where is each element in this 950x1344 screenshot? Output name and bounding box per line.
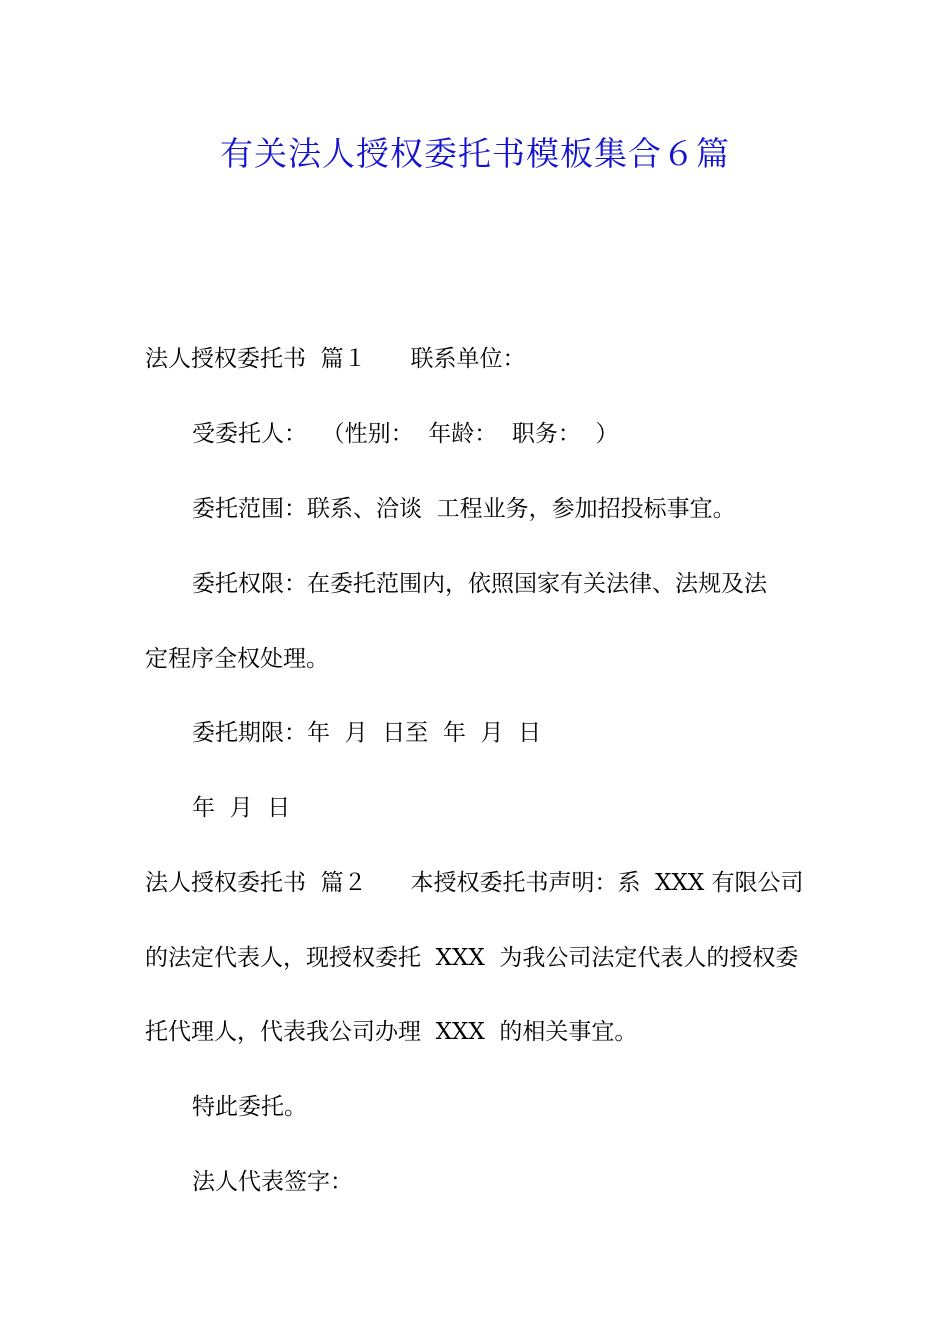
section-1-heading-line: 法人授权委托书 篇１ 联系单位： bbox=[145, 346, 526, 372]
paragraph-line: 委托权限：在委托范围内，依照国家有关法律、法规及法 bbox=[192, 571, 767, 597]
paragraph-line: 特此委托。 bbox=[192, 1094, 307, 1120]
paragraph-line: 委托范围：联系、洽谈 工程业务，参加招投标事宜。 bbox=[192, 496, 736, 522]
paragraph-line: 年 月 日 bbox=[192, 795, 291, 821]
signature-line: 法人代表签字： bbox=[192, 1169, 353, 1195]
paragraph-line: 受委托人： （性别： 年龄： 职务： ） bbox=[192, 421, 619, 447]
paragraph-line: 托代理人，代表我公司办理 XXX 的相关事宜。 bbox=[145, 1019, 638, 1045]
paragraph-line: 的法定代表人，现授权委托 XXX 为我公司法定代表人的授权委 bbox=[145, 945, 799, 971]
document-title: 有关法人授权委托书模板集合６篇 bbox=[220, 134, 730, 173]
paragraph-line: 定程序全权处理。 bbox=[145, 646, 329, 672]
paragraph-line: 委托期限：年 月 日至 年 月 日 bbox=[192, 720, 542, 746]
section-2-heading-line: 法人授权委托书 篇２ 本授权委托书声明：系 XXX 有限公司 bbox=[145, 870, 804, 896]
